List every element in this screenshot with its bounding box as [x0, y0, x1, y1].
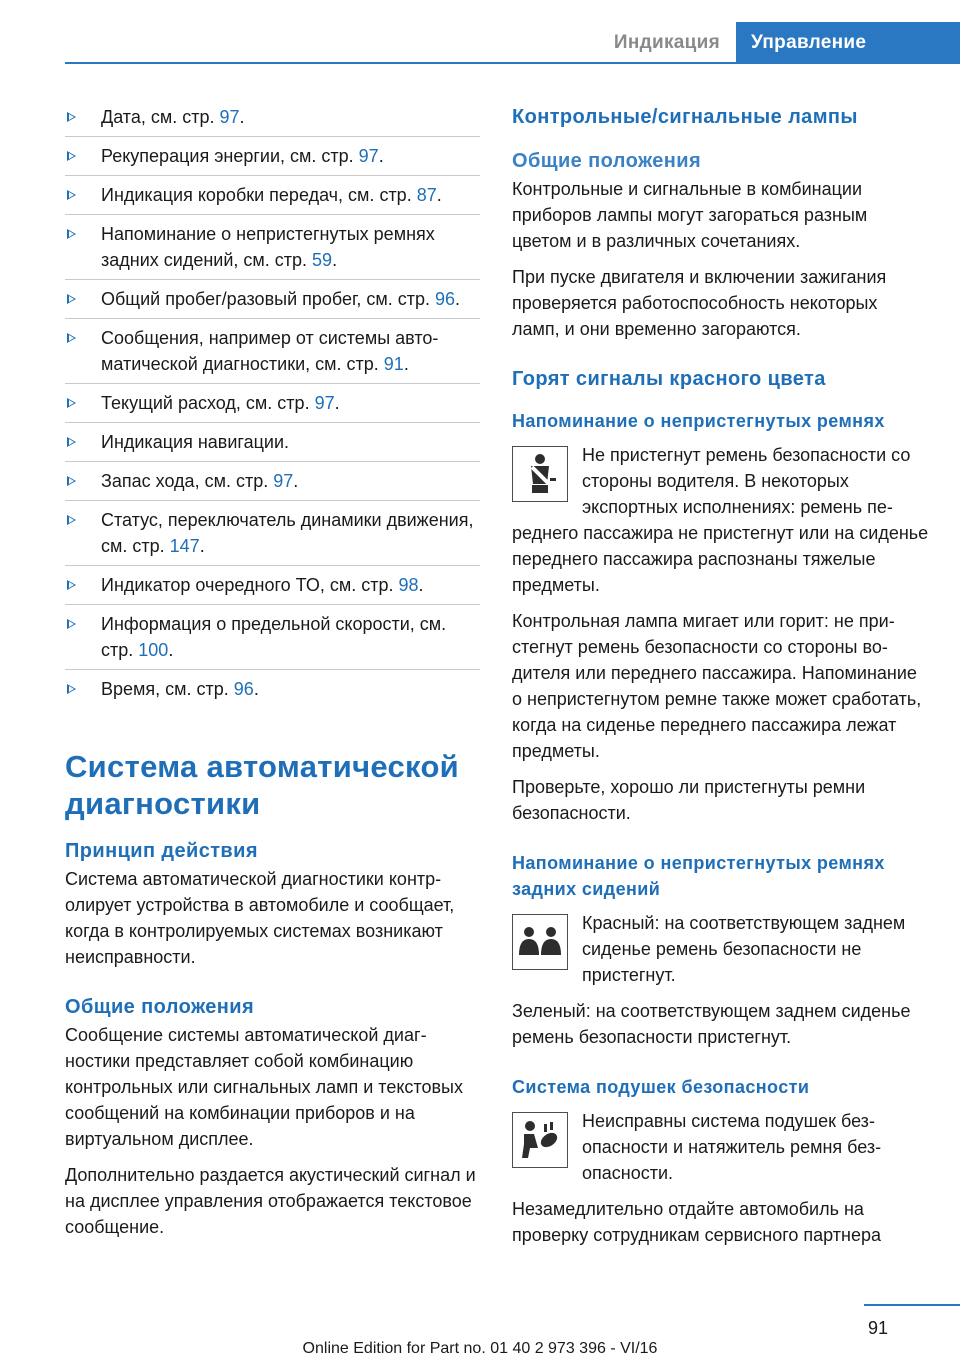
page-link[interactable]: 97	[273, 471, 294, 491]
bullet-triangle-icon	[67, 333, 76, 343]
rear-text-2: Зеленый: на соответствующем заднем сиденье ремень безопасности пристегнут.	[512, 1001, 911, 1047]
page-link[interactable]: 96	[435, 289, 456, 309]
page-link[interactable]: 59	[312, 250, 333, 270]
page-link[interactable]: 87	[416, 185, 437, 205]
list-item-end: .	[168, 640, 174, 660]
list-item-end: .	[455, 289, 461, 309]
list-item-end: .	[253, 679, 259, 699]
list-item-end: .	[436, 185, 442, 205]
list-item-text: Рекуперация энергии, см. стр.	[101, 146, 359, 166]
list-item-text: Общий пробег/разовый пробег, см. стр.	[101, 289, 436, 309]
airbag-text: Неисправны система подушек безопасности и натяжитель ремня безопасности.	[582, 1111, 882, 1183]
diag-section-title: Система автоматической диагностики	[65, 749, 460, 821]
page-link[interactable]: 97	[219, 107, 240, 127]
bullet-triangle-icon	[67, 476, 76, 486]
edition-note: Online Edition for Part no. 01 40 2 973 396 - VI/16	[302, 1340, 658, 1357]
bullet-triangle-icon	[67, 151, 76, 161]
page-link[interactable]: 100	[138, 640, 169, 660]
lamps-section-title: Контрольные/сигнальные лампы	[512, 106, 858, 128]
list-item	[65, 422, 480, 461]
display-items-list	[65, 98, 480, 708]
list-item-end: .	[293, 471, 299, 491]
bullet-triangle-icon	[67, 112, 76, 122]
belt-text-2: Контрольная лампа мигает или горит: не пристегнут ремень безопасности со стороны водителя или переднего пассажира. Напоминание о непристегнутом ремне также может сработать, когда на сиденье переднего пассажира лежат предметы.	[512, 611, 922, 761]
lamps-general-text-1: Контрольные и сигнальные в комбинации приборов лампы могут загораться разным цветом и в различных сочетаниях.	[512, 179, 868, 251]
list-item-text: Напоминание о непристегнутых ремнях задних сидений, см. стр.	[101, 224, 435, 270]
list-item	[65, 175, 480, 214]
bullet-triangle-icon	[67, 398, 76, 408]
list-item-end: .	[199, 536, 205, 556]
airbag-icon	[512, 1112, 568, 1168]
list-item-text: Информация о предельной скорости, см. стр.	[101, 614, 447, 660]
list-item	[65, 318, 480, 383]
rear-belt-heading: Напоминание о непристегнутых ремнях задних сидений	[512, 853, 885, 899]
bullet-triangle-icon	[67, 190, 76, 200]
bullet-triangle-icon	[67, 580, 76, 590]
page-link[interactable]: 91	[383, 354, 404, 374]
list-item-text: Индикатор очередного ТО, см. стр.	[101, 575, 399, 595]
list-item	[65, 136, 480, 175]
rear-lamp-block	[512, 910, 930, 988]
list-item-end: .	[403, 354, 409, 374]
list-item-end: .	[332, 250, 338, 270]
list-item-text: Индикация коробки передач, см. стр.	[101, 185, 417, 205]
bullet-triangle-icon	[67, 619, 76, 629]
bullet-triangle-icon	[67, 229, 76, 239]
list-item-end: .	[418, 575, 424, 595]
belt-lamp-block	[512, 442, 930, 598]
rear-seats-icon	[512, 914, 568, 970]
list-item	[65, 461, 480, 500]
list-item	[65, 98, 480, 136]
list-item	[65, 669, 480, 708]
right-column	[512, 98, 930, 1258]
list-item-end: .	[239, 107, 245, 127]
bullet-triangle-icon	[67, 684, 76, 694]
lamps-general-heading: Общие положения	[512, 150, 702, 172]
belt-text: Не пристегнут ремень безопасности со стороны водителя. В некоторых экспортных исполнениях: ремень переднего пассажира не пристегнут или на сиденье переднего пассажира распознаны тяжелые предметы.	[512, 445, 929, 595]
red-signals-heading: Горят сигналы красного цвета	[512, 368, 826, 390]
list-item-text: Индикация навигации.	[101, 432, 289, 452]
page-link[interactable]: 96	[233, 679, 254, 699]
list-item-text: Время, см. стр.	[101, 679, 234, 699]
airbag-lamp-block	[512, 1108, 930, 1186]
belt-text-3: Проверьте, хорошо ли пристегнуты ремни безопасности.	[512, 777, 866, 823]
header-tab-controls[interactable]: Управление	[736, 22, 960, 62]
list-item-text: Дата, см. стр.	[101, 107, 220, 127]
list-item-text: Текущий расход, см. стр.	[101, 393, 315, 413]
list-item	[65, 383, 480, 422]
list-item	[65, 500, 480, 565]
left-column	[65, 98, 480, 1250]
list-item	[65, 279, 480, 318]
principle-heading: Принцип действия	[65, 840, 258, 862]
list-item-text: Статус, переключатель динамики движения, см. стр.	[101, 510, 474, 556]
bullet-triangle-icon	[67, 515, 76, 525]
diag-general-text-1: Сообщение системы автоматической диагностики представляет собой комбинацию контрольных или сигнальных ламп и текстовых сообщений на комбинации приборов и на виртуальном дисплее.	[65, 1025, 463, 1149]
page-header	[65, 22, 960, 64]
airbag-heading: Система подушек безопасности	[512, 1077, 810, 1097]
header-tab-display[interactable]: Индикация	[613, 32, 720, 53]
list-item	[65, 565, 480, 604]
seatbelt-icon	[512, 446, 568, 502]
page-link[interactable]: 147	[169, 536, 200, 556]
list-item-text: Запас хода, см. стр.	[101, 471, 274, 491]
principle-text: Система автоматической диагностики контролирует устройства в автомобиле и сообщает, когда в контролируемых системах возникают неисправности.	[65, 869, 455, 967]
footer-rule	[864, 1304, 960, 1306]
page-number: 91	[867, 1318, 888, 1338]
list-item	[65, 214, 480, 279]
list-item-end: .	[378, 146, 384, 166]
list-item-end: .	[334, 393, 340, 413]
rear-text: Красный: на соответствующем заднем сиденье ремень безопасности не пристегнут.	[582, 913, 906, 985]
bullet-triangle-icon	[67, 294, 76, 304]
list-item-text: Сообщения, например от системы автоматической диагностики, см. стр.	[101, 328, 439, 374]
list-item	[65, 604, 480, 669]
diag-general-text-2: Дополнительно раздается акустический сигнал и на дисплее управления отображается текстовое сообщение.	[65, 1165, 476, 1237]
bullet-triangle-icon	[67, 437, 76, 447]
lamps-general-text-2: При пуске двигателя и включении зажигания проверяется работоспособность некоторых ламп, и они временно загораются.	[512, 267, 887, 339]
page-link[interactable]: 98	[398, 575, 419, 595]
page-link[interactable]: 97	[358, 146, 379, 166]
page-link[interactable]: 97	[314, 393, 335, 413]
airbag-text-2: Незамедлительно отдайте автомобиль на проверку сотрудникам сервисного партнера	[512, 1199, 882, 1245]
diag-general-heading: Общие положения	[65, 996, 255, 1018]
belt-heading: Напоминание о непристегнутых ремнях	[512, 411, 885, 431]
